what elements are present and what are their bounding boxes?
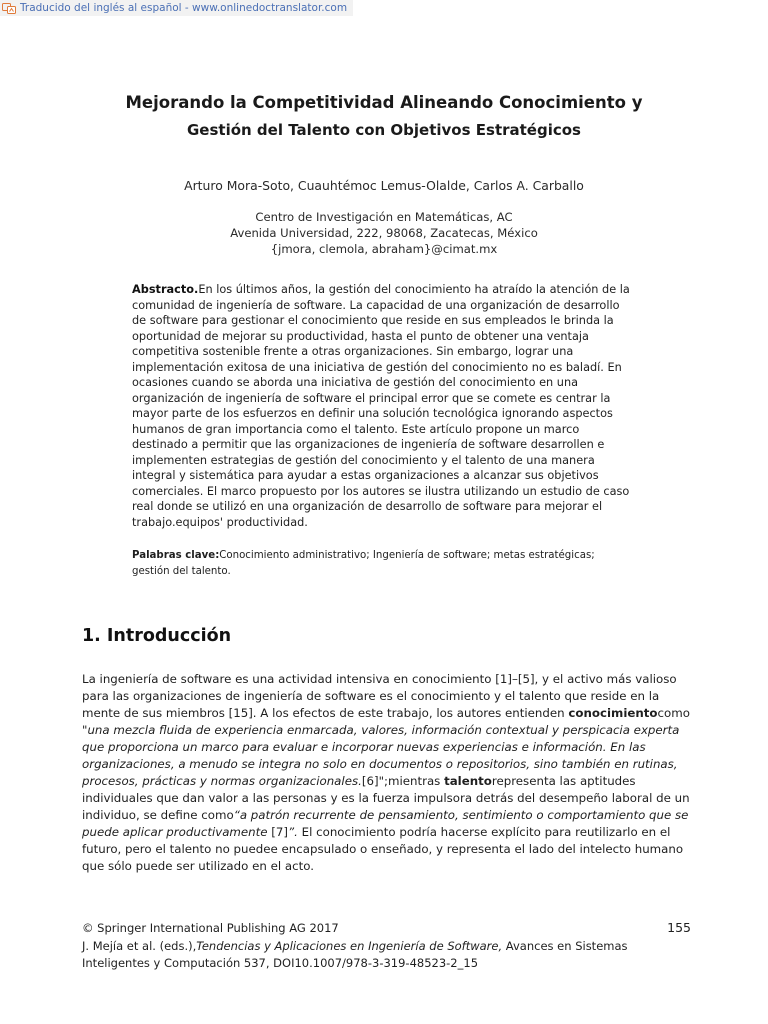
keywords-text: Conocimiento administrativo; Ingeniería de software; metas estratégicas; gestión del talento. [132,550,595,577]
translator-logo-icon [2,3,16,14]
intro-text-2: como " [82,706,690,737]
affiliation-institution: Centro de Investigación en Matemáticas, AC [255,210,513,224]
affiliation-address: Avenida Universidad, 222, 98068, Zacatecas, México [230,226,538,240]
page-number: 155 [667,920,691,935]
translator-banner[interactable] [0,0,353,16]
talent-definition-quote: “a patrón recurrente de pensamiento, sentimiento o comportamiento que se puede aplicar productivamente [82,808,689,839]
intro-text-5: [7] [267,825,289,839]
author-list: Arturo Mora-Soto, Cuauhtémoc Lemus-Olalde, Carlos A. Carballo [184,178,584,193]
introduction-paragraph [82,671,692,875]
series-doi: Avances en Sistemas Inteligentes y Computación 537, DOI10.1007/978-3-319-48523-2_15 [82,938,628,970]
intro-text-3: [6]";mientras [361,774,445,788]
term-knowledge: conocimiento [568,706,658,720]
affiliation-emails: {jmora, clemola, abraham}@cimat.mx [270,242,498,256]
keywords-label: Palabras clave: [132,550,220,561]
copyright-line: © Springer International Publishing AG 2017 [82,921,339,935]
publication-footer [82,920,692,973]
paper-title-line-1: Mejorando la Competitividad Alineando Conocimiento y [125,93,643,112]
citation-line [82,938,692,973]
paper-title-line-2: Gestión del Talento con Objetivos Estratégicos [187,121,581,139]
abstract-label: Abstracto. [132,283,199,296]
intro-text-4: representa las aptitudes individuales que dan valor a las personas y es la fuerza impulsora detrás del desempeño laboral de un individuo, se define como [82,774,690,822]
abstract [132,282,632,530]
section-heading: 1. Introducción [82,626,232,646]
keywords [132,548,632,580]
book-title: Tendencias y Aplicaciones en Ingeniería de Software, [196,938,503,953]
abstract-text: En los últimos años, la gestión del conocimiento ha atraído la atención de la comunidad de ingeniería de software. La capacidad de una organización de desarrollo de software para gestionar el conocimiento que reside en sus empleados le brinda la oportunidad de mejorar su productividad, hasta el punto de obtener una ventaja competitiva sostenible frente a otras organizaciones. Sin embargo, lograr una implementación exitosa de una iniciativa de gestión del conocimiento no es baladí. En ocasiones cuando se aborda una iniciativa de gestión del conocimiento en una organización de ingeniería de software el principal error que se comete es centrar la mayor parte de los esfuerzos en definir una solución tecnológica ignorando aspectos humanos de gran importancia como el talento. Este artículo propone un marco destinado a permitir que las organizaciones de ingeniería de software desarrollen e implementen estrategias de gestión del conocimiento y el talento de una manera integral y sistemática para ayudar a estas organizaciones a alcanzar sus objetivos comerciales. El marco propuesto por los autores se ilustra utilizando un estudio de caso real donde se utilizó en una organización de desarrollo de software para mejorar el trabajo.equipos' productividad. [132,283,630,529]
term-talent: talento [444,774,492,788]
intro-text-6: El conocimiento podría hacerse explícito para reutilizarlo en el futuro, pero el talento no puedee encapsulado o enseñado, y representa el lado del intelecto humano que sólo puede ser utilizado en el acto. [82,825,684,873]
knowledge-definition-quote: una mezcla fluida de experiencia enmarcada, valores, información contextual y perspicacia experta que proporciona un marco para evaluar e incorporar nuevas experiencias e información. En las organizaciones, a menudo se integra no solo en documentos o repositorios, sino también en rutinas, procesos, prácticas y normas organizacionales. [82,723,680,788]
intro-text-1: La ingeniería de software es una actividad intensiva en conocimiento [1]–[5], y el activo más valioso para las organizaciones de ingeniería de software es el conocimiento y el talento que reside en la mente de sus miembros [15]. A los efectos de este trabajo, los autores entienden [82,672,677,720]
quote-close: ”. [288,825,298,839]
citation-editors: J. Mejía et al. (eds.), [82,938,197,953]
translator-link[interactable]: Traducido del inglés al español - www.onlinedoctranslator.com [20,2,348,14]
